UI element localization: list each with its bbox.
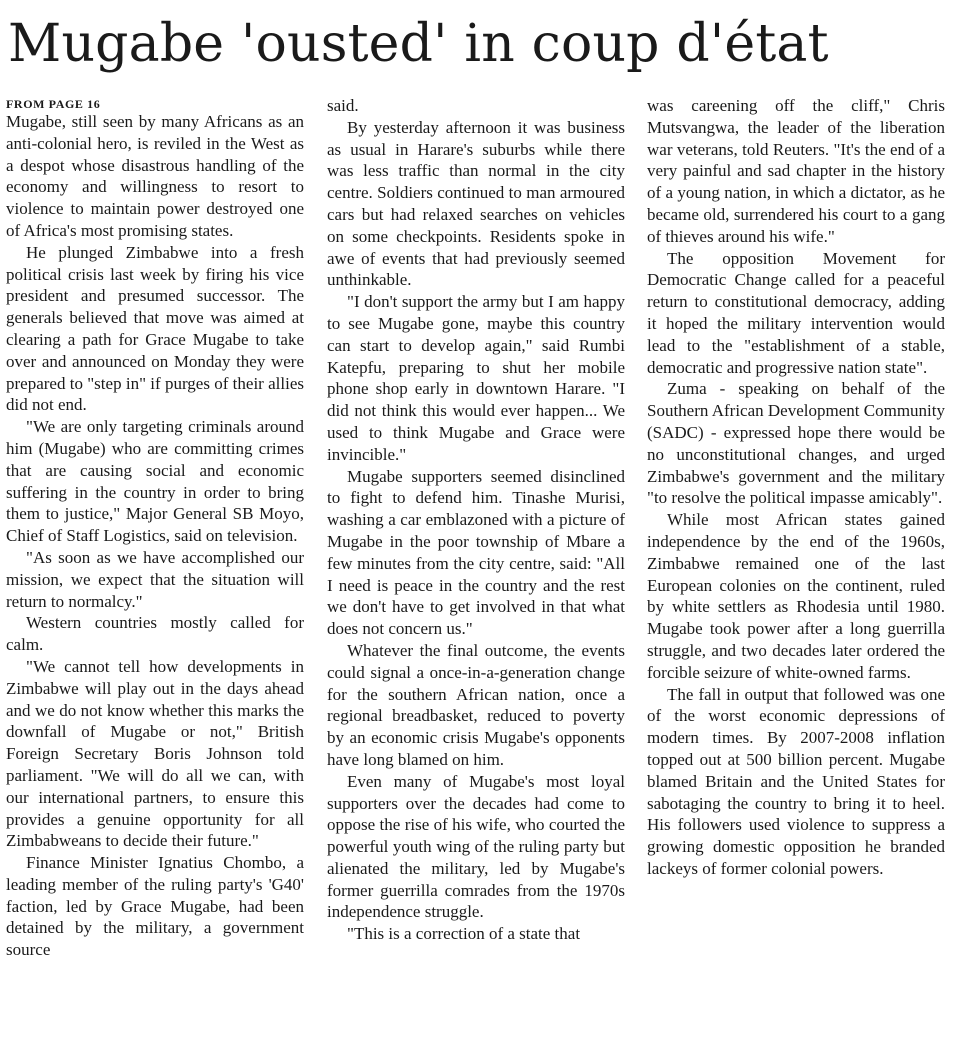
paragraph: While most African states gained independence by the end of the 1960s, Zimbabwe remained one of the last European colonies on the continent, ruled by white settlers as Rhodesia until 1980. Mugabe took power after a long guerrilla struggle, and two decades later ordered the forcible seizure of white-owned farms. xyxy=(647,510,945,682)
article-column-2 xyxy=(327,95,625,1035)
article-column-3 xyxy=(647,95,945,1035)
paragraph-continued: was careening off the cliff," Chris Mutsvangwa, the leader of the liberation war veterans, told Reuters. "It's the end of a very painful and sad chapter in the history of a young nation, in which a dictator, as he became old, surrendered his court to a gang of thieves around his wife." xyxy=(647,96,945,246)
paragraph: Whatever the final outcome, the events could signal a once-in-a-generation change for the southern African nation, once a regional breadbasket, reduced to poverty by an economic crisis Mugabe's opponents have long blamed on him. xyxy=(327,640,625,769)
paragraph: Even many of Mugabe's most loyal supporters over the decades had come to oppose the rise of his wife, who courted the powerful youth wing of the ruling party but alienated the military, led by Mugabe's former guerrilla comrades from the 1970s independence struggle. xyxy=(327,771,625,922)
paragraph-continued: said. xyxy=(327,96,359,115)
paragraph: "As soon as we have accomplished our mission, we expect that the situation will return to normalcy." xyxy=(6,547,304,611)
paragraph: The fall in output that followed was one of the worst economic depressions of modern times. By 2007-2008 inflation topped out at 500 billion percent. Mugabe blamed Britain and the United States for sabotaging the country to bring it to heel. His followers used violence to suppress a growing domestic opposition he branded lackeys of former colonial powers. xyxy=(647,684,945,878)
paragraph: Finance Minister Ignatius Chombo, a leading member of the ruling party's 'G40' faction, led by Grace Mugabe, had been detained by the military, a government source xyxy=(6,853,304,960)
headline: Mugabe 'ousted' in coup d'état xyxy=(8,14,829,74)
paragraph: "I don't support the army but I am happy to see Mugabe gone, maybe this country can start to develop again," said Rumbi Katepfu, preparing to shut her mobile phone shop early in downtown Harare. "I did not think this would ever happen... We used to think Mugabe and Grace were invincible." xyxy=(327,292,625,464)
paragraph: "This is a correction of a state that xyxy=(347,924,581,944)
paragraph: He plunged Zimbabwe into a fresh political crisis last week by firing his vice president and presumed successor. The generals believed that move was aimed at clearing a path for Grace Mugabe to take over and announced on Monday they were prepared to "step in" if purges of their allies did not end. xyxy=(6,242,304,415)
paragraph: "We cannot tell how developments in Zimbabwe will play out in the days ahead and we do not know whether this marks the downfall of Mugabe or not," British Foreign Secretary Boris Johnson told parliament. "We will do all we can, with our international partners, to ensure this provides a genuine opportunity for all Zimbabweans to decide their future." xyxy=(6,656,304,851)
paragraph: The opposition Movement for Democratic Change called for a peaceful return to constitutional democracy, adding it hoped the military intervention would lead to the "establishment of a stable, democratic and progressive nation state". xyxy=(647,248,945,377)
paragraph: Western countries mostly called for calm. xyxy=(6,613,304,655)
paragraph: Zuma - speaking on behalf of the Southern African Development Community (SADC) - expressed hope there would be no unconstitutional changes, and urged Zimbabwe's government and the military "to resolve the political impasse amicably". xyxy=(647,379,945,508)
paragraph: "We are only targeting criminals around him (Mugabe) who are committing crimes that are causing social and economic suffering in the country in order to bring them to justice," Major General SB Moyo, Chief of Staff Logistics, said on television. xyxy=(6,417,304,546)
source-label: FROM PAGE 16 xyxy=(6,97,101,111)
paragraph: Mugabe supporters seemed disinclined to fight to defend him. Tinashe Murisi, washing a car emblazoned with a picture of Mugabe in the poor township of Mbare a few minutes from the city centre, said: "All I need is peace in the country and the rest we don't have to get involved in that what does not concern us." xyxy=(327,466,625,639)
paragraph: By yesterday afternoon it was business as usual in Harare's suburbs while there was less traffic than normal in the city centre. Soldiers continued to man armoured cars but had relaxed searches on vehicles on some checkpoints. Residents spoke in awe of events that had previously seemed unthinkable. xyxy=(327,117,625,290)
paragraph: Mugabe, still seen by many Africans as an anti-colonial hero, is reviled in the West as a despot whose disastrous handling of the economy and willingness to resort to violence to maintain power destroyed one of Africa's most promising states. xyxy=(6,112,304,240)
article-column-1 xyxy=(6,95,304,1035)
